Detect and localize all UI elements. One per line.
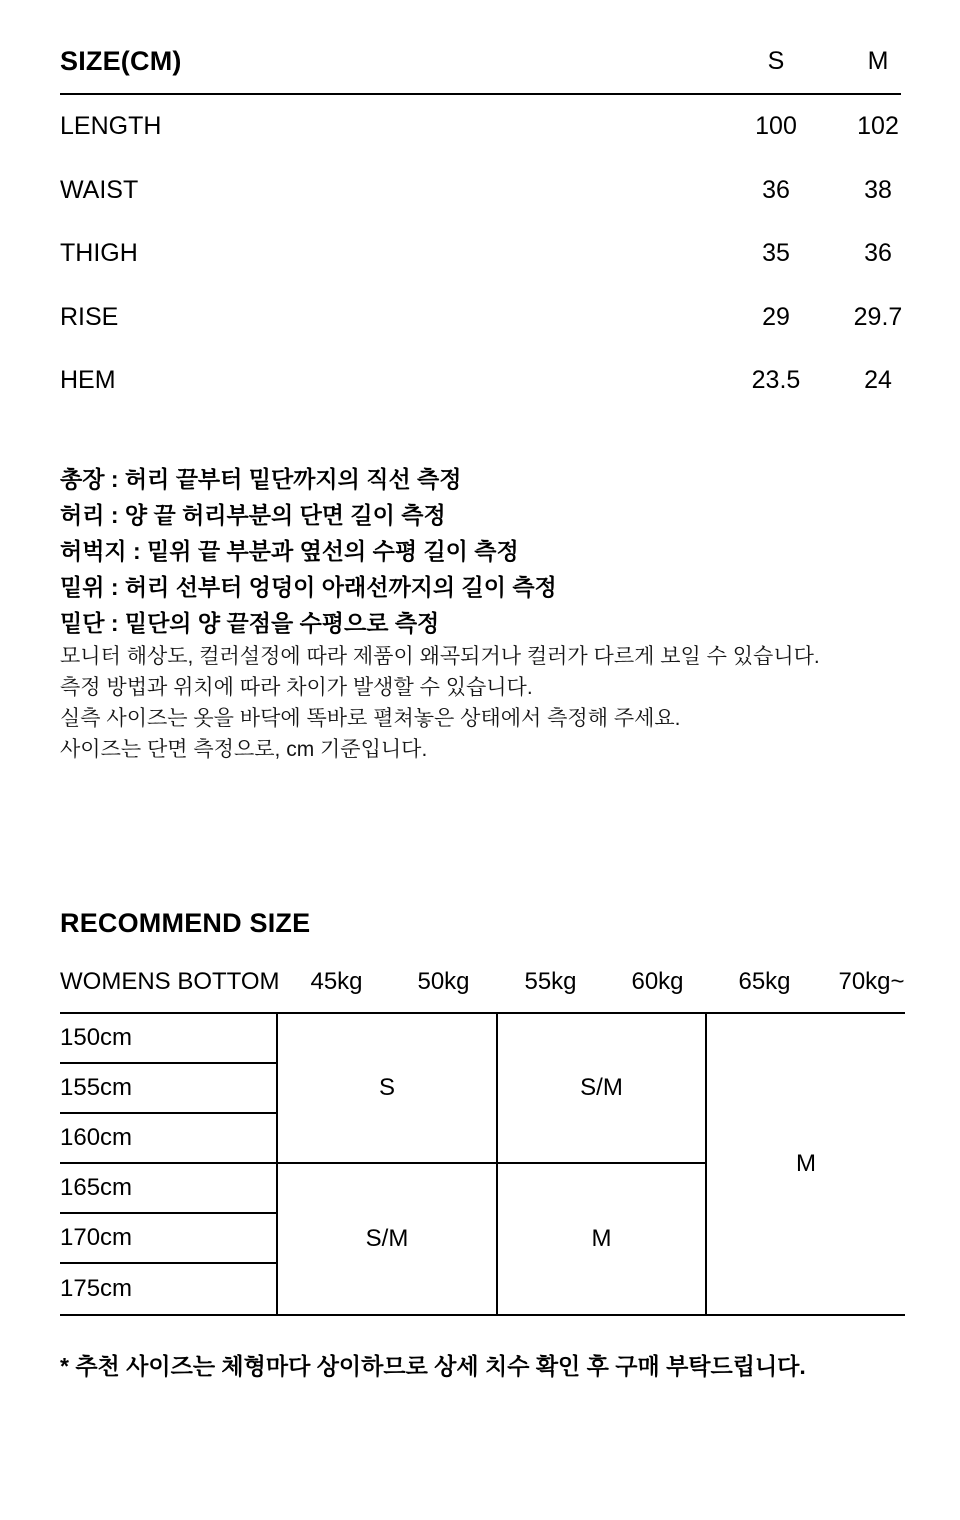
weight-header-45kg: 45kg [310,967,363,995]
size-value-m: 38 [864,175,892,204]
height-label-150cm: 150cm [60,1014,278,1064]
caution-line: 측정 방법과 위치에 따라 차이가 발생할 수 있습니다. [60,675,533,699]
weight-header-60kg: 60kg [631,967,684,995]
measure-note-line: 총장 : 허리 끝부터 밑단까지의 직선 측정 [60,465,462,492]
size-value-m: 102 [857,112,899,141]
caution-line: 사이즈는 단면 측정으로, cm 기준입니다. [60,737,428,761]
size-value-s: 36 [762,175,790,204]
size-value-s: 23.5 [751,366,801,395]
size-value-s: 100 [755,112,797,141]
caution-line: 실측 사이즈는 옷을 바닥에 똑바로 펼쳐놓은 상태에서 측정해 주세요. [60,706,681,730]
measurement-definitions [60,461,960,641]
height-label-155cm: 155cm [60,1064,278,1114]
measure-note-line: 밑위 : 허리 선부터 엉덩이 아래선까지의 길이 측정 [60,573,557,600]
size-value-m: 24 [864,366,892,395]
size-row-label: RISE [60,302,119,331]
recommend-table-header [60,967,925,997]
size-zone-45-50kg-165-175cm: S/M [278,1164,498,1314]
size-row-thigh [60,222,929,286]
size-row-length [60,95,929,159]
size-table-header [60,44,929,78]
size-row-hem [60,349,929,413]
measurement-cautions [60,641,960,765]
size-row-label: THIGH [60,239,138,268]
size-row-label: LENGTH [60,112,162,141]
recommend-size-title: RECOMMEND SIZE [60,908,311,938]
weight-header-50kg: 50kg [417,967,470,995]
measure-note-line: 밑단 : 밑단의 양 끝점을 수평으로 측정 [60,609,440,636]
size-row-rise [60,286,929,350]
size-zone-65-70kg-all-heights: M [796,1149,816,1177]
size-zone-55-60kg-165-175cm: M [498,1164,707,1314]
height-label-170cm: 170cm [60,1214,278,1264]
weight-header-65kg: 65kg [738,967,791,995]
height-label-175cm: 175cm [60,1264,278,1314]
recommend-size-grid [60,1012,905,1316]
size-value-s: 35 [762,239,790,268]
size-row-label: WAIST [60,175,139,204]
size-zone-55-60kg-150-160cm: S/M [498,1014,707,1164]
size-value-m: 36 [864,239,892,268]
size-guide-page [0,44,960,1380]
recommend-row-header: WOMENS BOTTOM [60,967,280,995]
size-table-title: SIZE(CM) [60,45,182,76]
size-col-m: M [867,46,889,75]
size-value-m: 29.7 [853,302,903,331]
size-row-label: HEM [60,366,116,395]
size-zone-45-50kg-150-160cm: S [278,1014,498,1164]
weight-header-55kg: 55kg [524,967,577,995]
footer-note: * 추천 사이즈는 체형마다 상이하므로 상세 치수 확인 후 구매 부탁드립니다. [60,1353,806,1379]
size-value-s: 29 [762,302,790,331]
size-row-waist [60,159,929,223]
height-label-160cm: 160cm [60,1114,278,1164]
height-label-165cm: 165cm [60,1164,278,1214]
weight-header-70kg: 70kg~ [838,967,905,995]
measure-note-line: 허벅지 : 밑위 끝 부분과 옆선의 수평 길이 측정 [60,537,519,564]
measure-note-line: 허리 : 양 끝 허리부분의 단면 길이 측정 [60,501,446,528]
caution-line: 모니터 해상도, 컬러설정에 따라 제품이 왜곡되거나 컬러가 다르게 보일 수 있습니다. [60,644,820,668]
size-col-s: S [767,46,785,75]
